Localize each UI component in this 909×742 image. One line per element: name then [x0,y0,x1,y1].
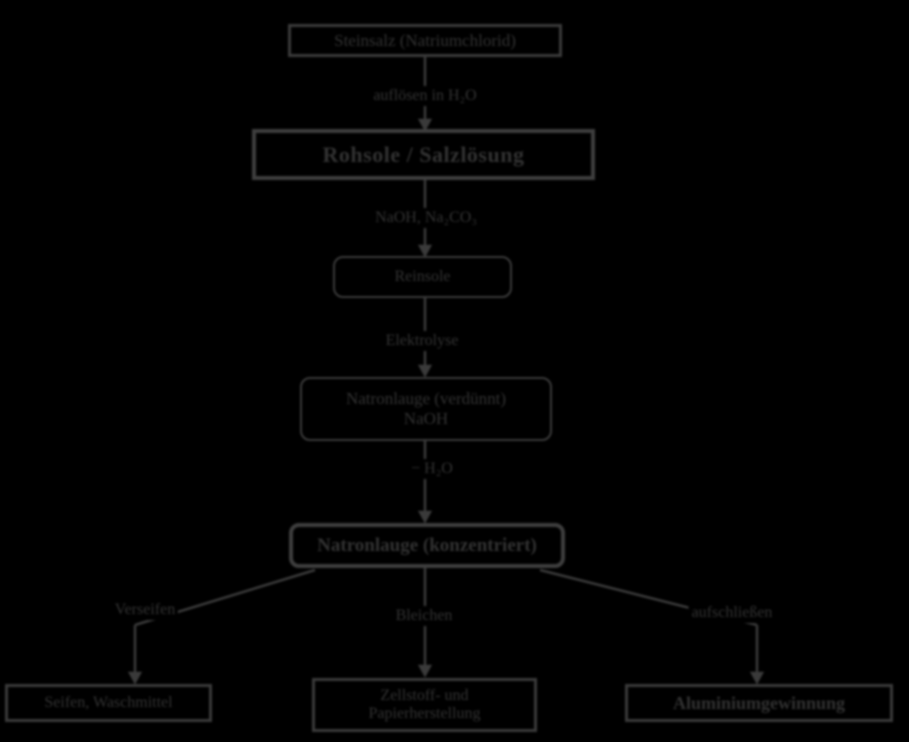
node-product-main-label: Natronlauge (konzentriert) [317,534,537,556]
node-product-middle [312,678,537,732]
node-stage-bold-label: Rohsole / Salzlösung [322,141,525,167]
node-product-left-label: Seifen, Waschmittel [44,693,173,711]
arrow-twoline-to-main-product [420,441,430,521]
edge-label-branch-right: aufschließen [689,603,776,623]
node-raw-material-label: Steinsalz (Natriumchlorid) [334,30,516,50]
node-stage-two-line-2: NaOH [403,409,449,428]
node-stage-rounded [333,256,512,298]
node-stage-rounded-label: Reinsole [394,267,451,285]
edge-label-electrolysis: Elektrolyse [383,331,462,351]
node-product-right [625,684,893,722]
node-stage-two-line-1: Natronlauge (verdünnt) [345,389,507,409]
node-stage-bold [252,129,595,180]
node-product-left [5,684,212,722]
node-product-right-label: Aluminiumgewinnung [672,692,846,713]
arrow-branch-left [130,570,315,682]
node-product-middle-1: Zellstoff- und [380,686,469,704]
edge-label-branch-left: Verseifen [112,600,178,620]
node-raw-material [288,24,562,57]
edge-label-branch-middle: Bleichen [393,606,456,626]
node-product-main [289,523,565,568]
node-product-middle-2: Papierherstellung [368,705,481,722]
node-stage-two-line [300,377,552,441]
edge-label-dissolve: auflösen in H₂O [370,86,479,106]
arrow-branch-right [540,570,762,682]
edge-label-minus-water: − H₂O [408,459,456,479]
edge-label-purify-chemicals: NaOH, Na₂CO₃ [372,208,480,228]
